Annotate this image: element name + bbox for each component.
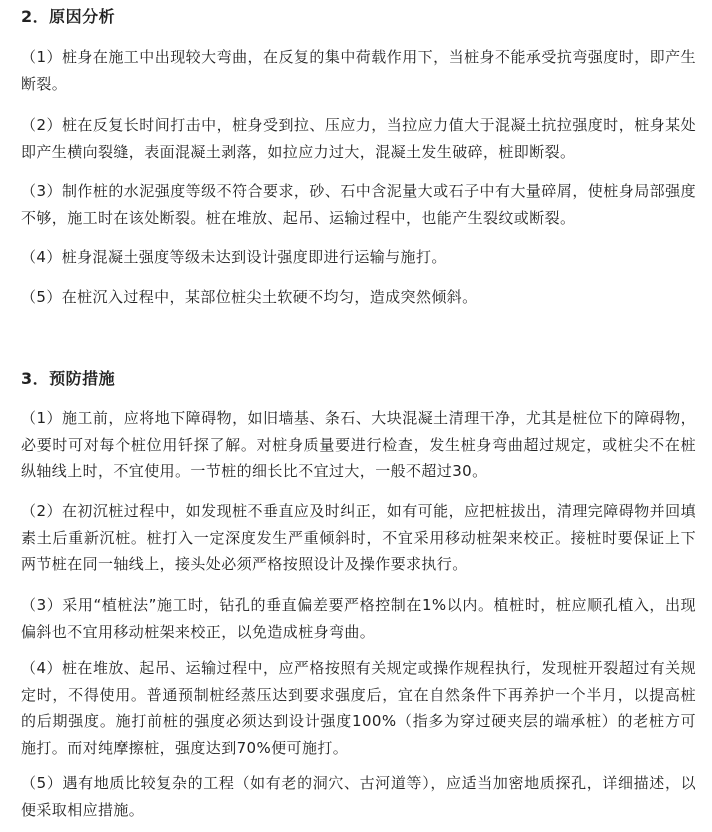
- cause-paragraph-4: （4）桩身混凝土强度等级未达到设计强度即进行运输与施打。: [21, 248, 447, 266]
- cause-paragraph-5: （5）在桩沉入过程中，某部位桩尖土软硬不均匀，造成突然倾斜。: [21, 288, 478, 306]
- cause-paragraph-1: （1）桩身在施工中出现较大弯曲，在反复的集中荷载作用下，当桩身不能承受抗弯强度时，即产生断裂。: [21, 48, 696, 93]
- section-heading-prevention: 3．预防措施: [21, 369, 116, 388]
- prevention-paragraph-3: （3）采用“植桩法”施工时，钻孔的垂直偏差要严格控制在1%以内。植桩时，桩应顺孔植入，出现偏斜也不宜用移动桩架来校正，以免造成桩身弯曲。: [21, 596, 696, 641]
- prevention-paragraph-2: （2）在初沉桩过程中，如发现桩不垂直应及时纠正，如有可能，应把桩拔出，清理完障碍物并回填素土后重新沉桩。桩打入一定深度发生严重倾斜时，不宜采用移动桩架来校正。接桩时要保证上下两节桩在同一轴线上，接头处必须严格按照设计及操作要求执行。: [21, 502, 696, 573]
- prevention-paragraph-4: （4）桩在堆放、起吊、运输过程中，应严格按照有关规定或操作规程执行，发现桩开裂超过有关规定时，不得使用。普通预制桩经蒸压达到要求强度后，宜在自然条件下再养护一个半月，以提高桩的后期强度。施打前桩的强度必须达到设计强度100%（指多为穿过硬夹层的端承桩）的老桩方可施打。而对纯摩擦桩，强度达到70%便可施打。: [21, 659, 696, 757]
- cause-paragraph-2: （2）桩在反复长时间打击中，桩身受到拉、压应力，当拉应力值大于混凝土抗拉强度时，桩身某处即产生横向裂缝，表面混凝土剥落，如拉应力过大，混凝土发生破碎，桩即断裂。: [21, 116, 696, 161]
- cause-paragraph-3: （3）制作桩的水泥强度等级不符合要求，砂、石中含泥量大或石子中有大量碎屑，使桩身局部强度不够，施工时在该处断裂。桩在堆放、起吊、运输过程中，也能产生裂纹或断裂。: [21, 182, 696, 227]
- prevention-paragraph-5: （5）遇有地质比较复杂的工程（如有老的洞穴、古河道等），应适当加密地质探孔，详细描述，以便采取相应措施。: [21, 774, 696, 819]
- prevention-paragraph-1: （1）施工前，应将地下障碍物，如旧墙基、条石、大块混凝土清理干净，尤其是桩位下的障碍物，必要时可对每个桩位用钎探了解。对桩身质量要进行检查，发生桩身弯曲超过规定，或桩尖不在桩纵轴线上时，不宜使用。一节桩的细长比不宜过大，一般不超过30。: [21, 409, 696, 480]
- section-heading-cause-analysis: 2．原因分析: [21, 7, 116, 26]
